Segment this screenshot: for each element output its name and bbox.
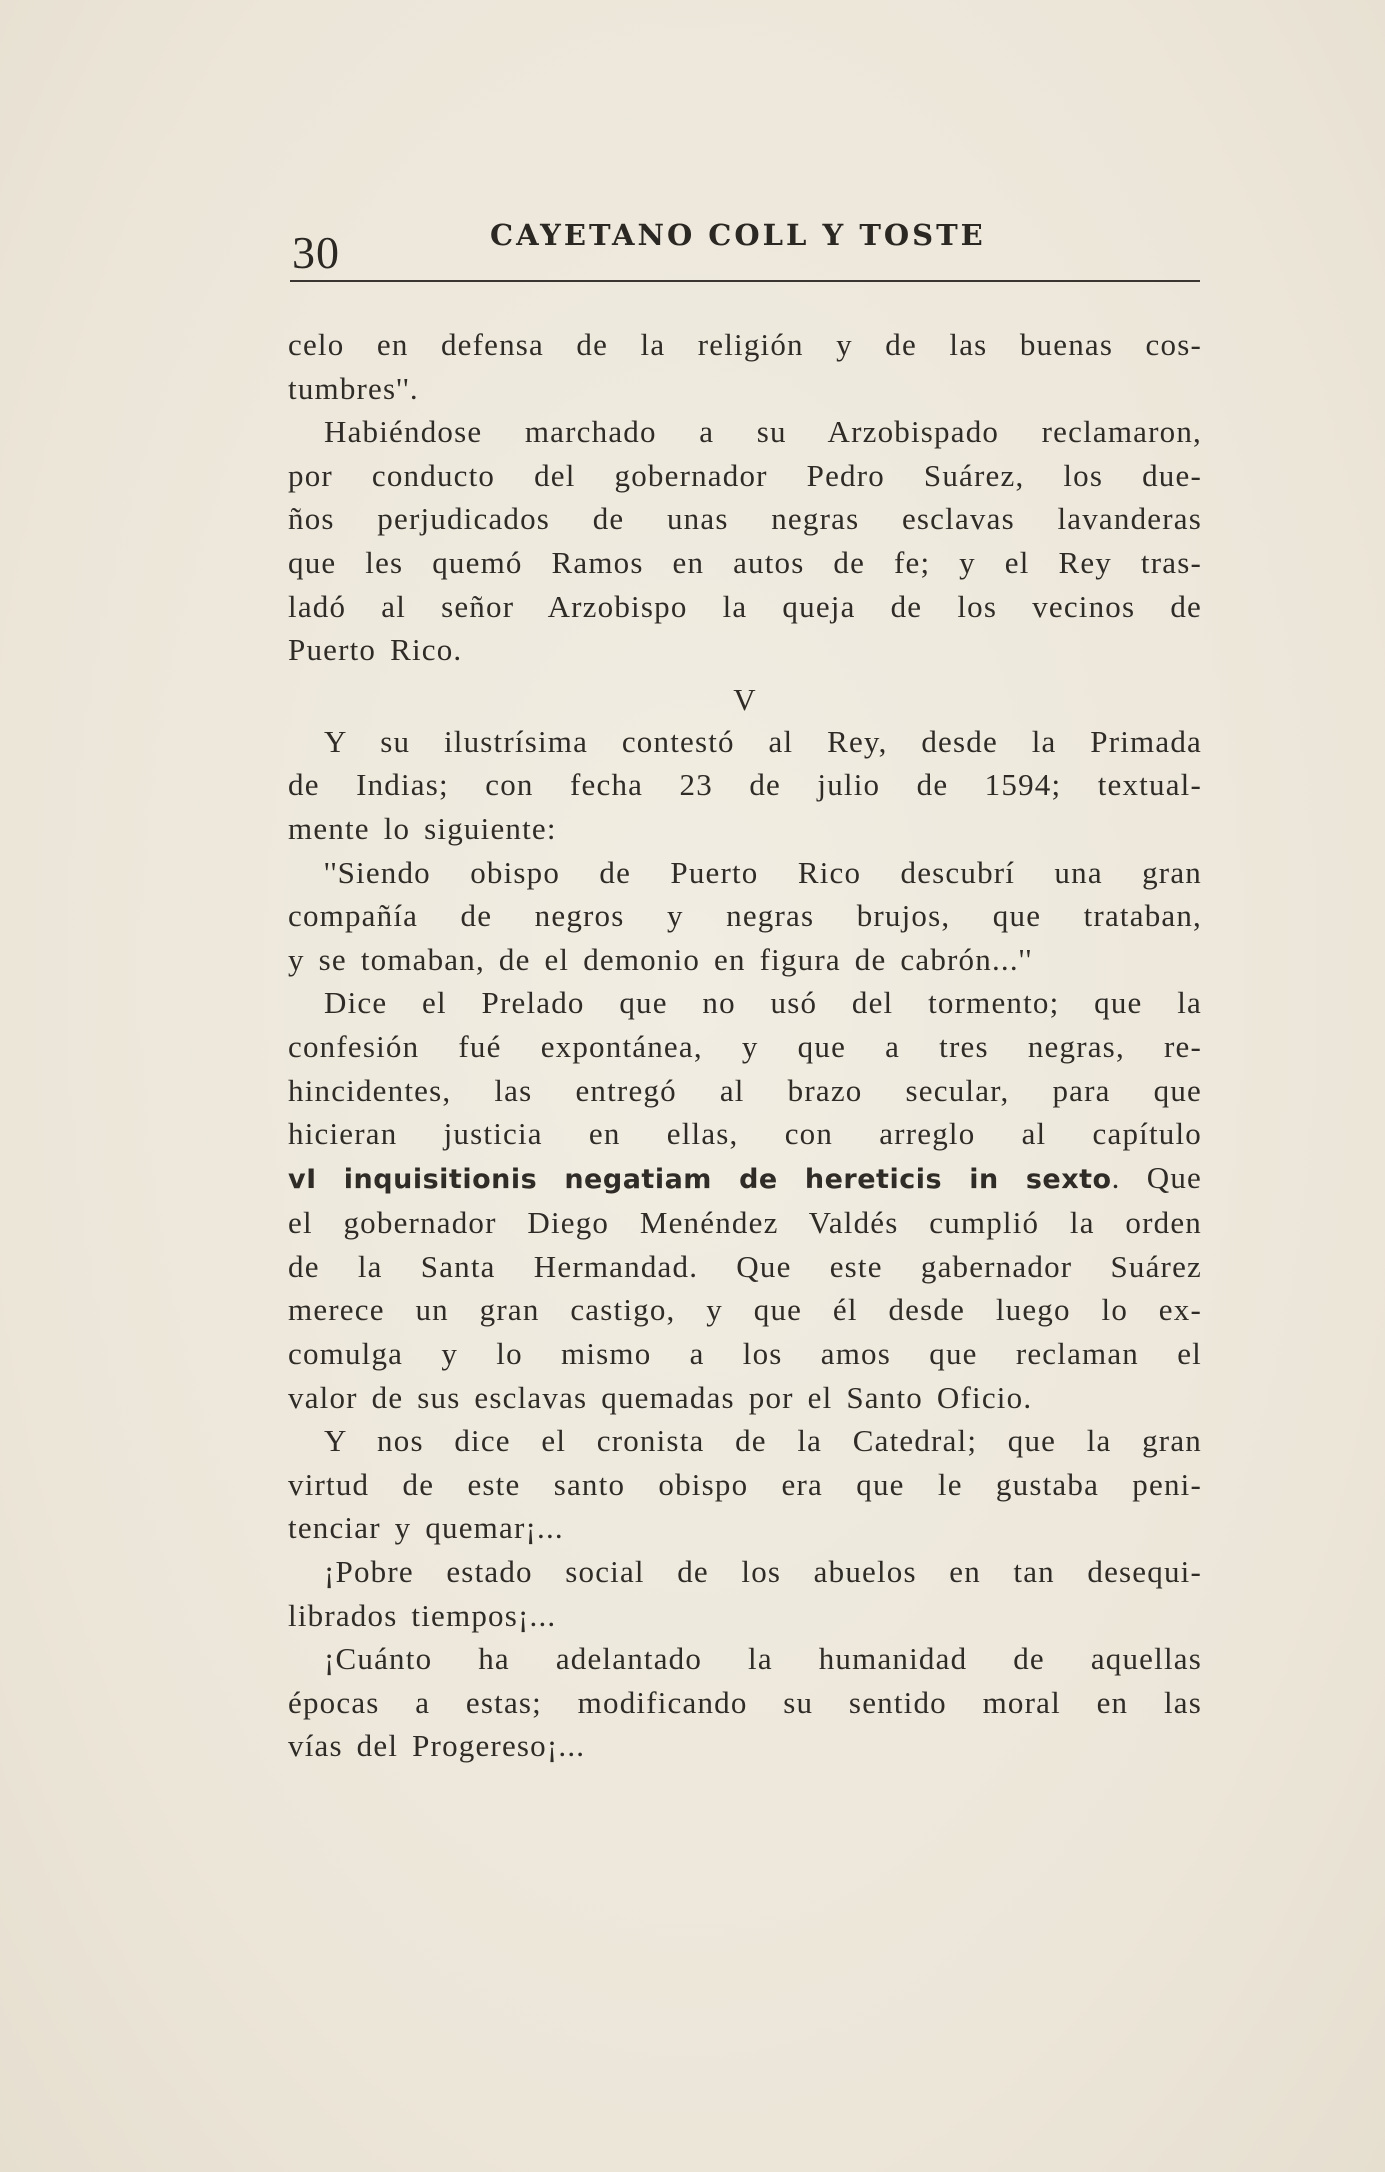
text-line-latin — [288, 1156, 1202, 1202]
text-line: ¡Pobre estado social de los abuelos en tan desequi- — [324, 1554, 1202, 1590]
text-line: Y su ilustrísima contestó al Rey, desde la Primada — [324, 723, 1202, 759]
text-line: valor de sus esclavas quemadas por el Santo Oficio. — [288, 1379, 1033, 1415]
paragraph-8 — [288, 1637, 1202, 1768]
text-line: que les quemó Ramos en autos de fe; y el Rey tras- — [288, 544, 1202, 580]
text-line: virtud de este santo obispo era que le gustaba peni- — [288, 1466, 1202, 1502]
quotation-paragraph — [288, 851, 1202, 982]
text-line: comulga y lo mismo a los amos que reclaman el — [288, 1336, 1202, 1372]
text-line: tenciar y quemar¡... — [288, 1510, 564, 1546]
text-line: de Indias; con fecha 23 de julio de 1594; textual- — [288, 767, 1202, 803]
text-line: vías del Progereso¡... — [288, 1728, 586, 1764]
text-line: mente lo siguiente: — [288, 810, 557, 846]
paragraph-5 — [288, 981, 1202, 1419]
text-line: ''Siendo obispo de Puerto Rico descubrí una gran — [324, 854, 1202, 890]
running-head: CAYETANO COLL Y TOSTE — [490, 218, 986, 252]
text-line: merece un gran castigo, y que él desde luego lo ex- — [288, 1292, 1202, 1328]
paragraph-3 — [288, 720, 1202, 851]
body-text — [288, 323, 1202, 1768]
text-line: Puerto Rico. — [288, 632, 463, 668]
page-header — [290, 208, 1200, 278]
text-line: compañía de negros y negras brujos, que trataban, — [288, 898, 1202, 934]
text-line: ¡Cuánto ha adelantado la humanidad de aquellas — [324, 1641, 1202, 1677]
header-rule — [290, 280, 1200, 282]
text-line: ladó al señor Arzobispo la queja de los vecinos de — [288, 588, 1202, 624]
text-line: ños perjudicados de unas negras esclavas lavanderas — [288, 501, 1202, 537]
text-line: celo en defensa de la religión y de las buenas cos- — [288, 327, 1202, 362]
text-line: Y nos dice el cronista de la Catedral; que la gran — [324, 1423, 1202, 1459]
text-line: Dice el Prelado que no usó del tormento; que la — [324, 985, 1202, 1021]
section-heading: V — [733, 681, 757, 717]
latin-trailing-text: . Que — [1111, 1159, 1202, 1195]
page-number: 30 — [292, 227, 340, 278]
text-line: hicieran justicia en ellas, con arreglo al capítulo — [288, 1116, 1202, 1152]
text-line: tumbres''. — [288, 370, 419, 406]
paragraph-2 — [288, 410, 1202, 672]
text-line: el gobernador Diego Menéndez Valdés cumplió la orden — [288, 1205, 1202, 1241]
latin-citation: vI inquisitionis negatiam de hereticis in sexto — [288, 1163, 1112, 1195]
text-line: épocas a estas; modificando su sentido moral en las — [288, 1684, 1202, 1720]
text-line: librados tiempos¡... — [288, 1597, 557, 1633]
text-line: de la Santa Hermandad. Que este gabernador Suárez — [288, 1248, 1202, 1284]
text-line: confesión fué expontánea, y que a tres negras, re- — [288, 1028, 1202, 1064]
text-line: hincidentes, las entregó al brazo secular, para que — [288, 1072, 1202, 1108]
text-line: y se tomaban, de el demonio en figura de cabrón...'' — [288, 941, 1033, 977]
paragraph-7 — [288, 1550, 1202, 1637]
paragraph-6 — [288, 1419, 1202, 1550]
text-line: por conducto del gobernador Pedro Suárez, los due- — [288, 457, 1202, 493]
text-line: Habiéndose marchado a su Arzobispado reclamaron, — [324, 414, 1202, 450]
paragraph-1 — [288, 323, 1202, 410]
